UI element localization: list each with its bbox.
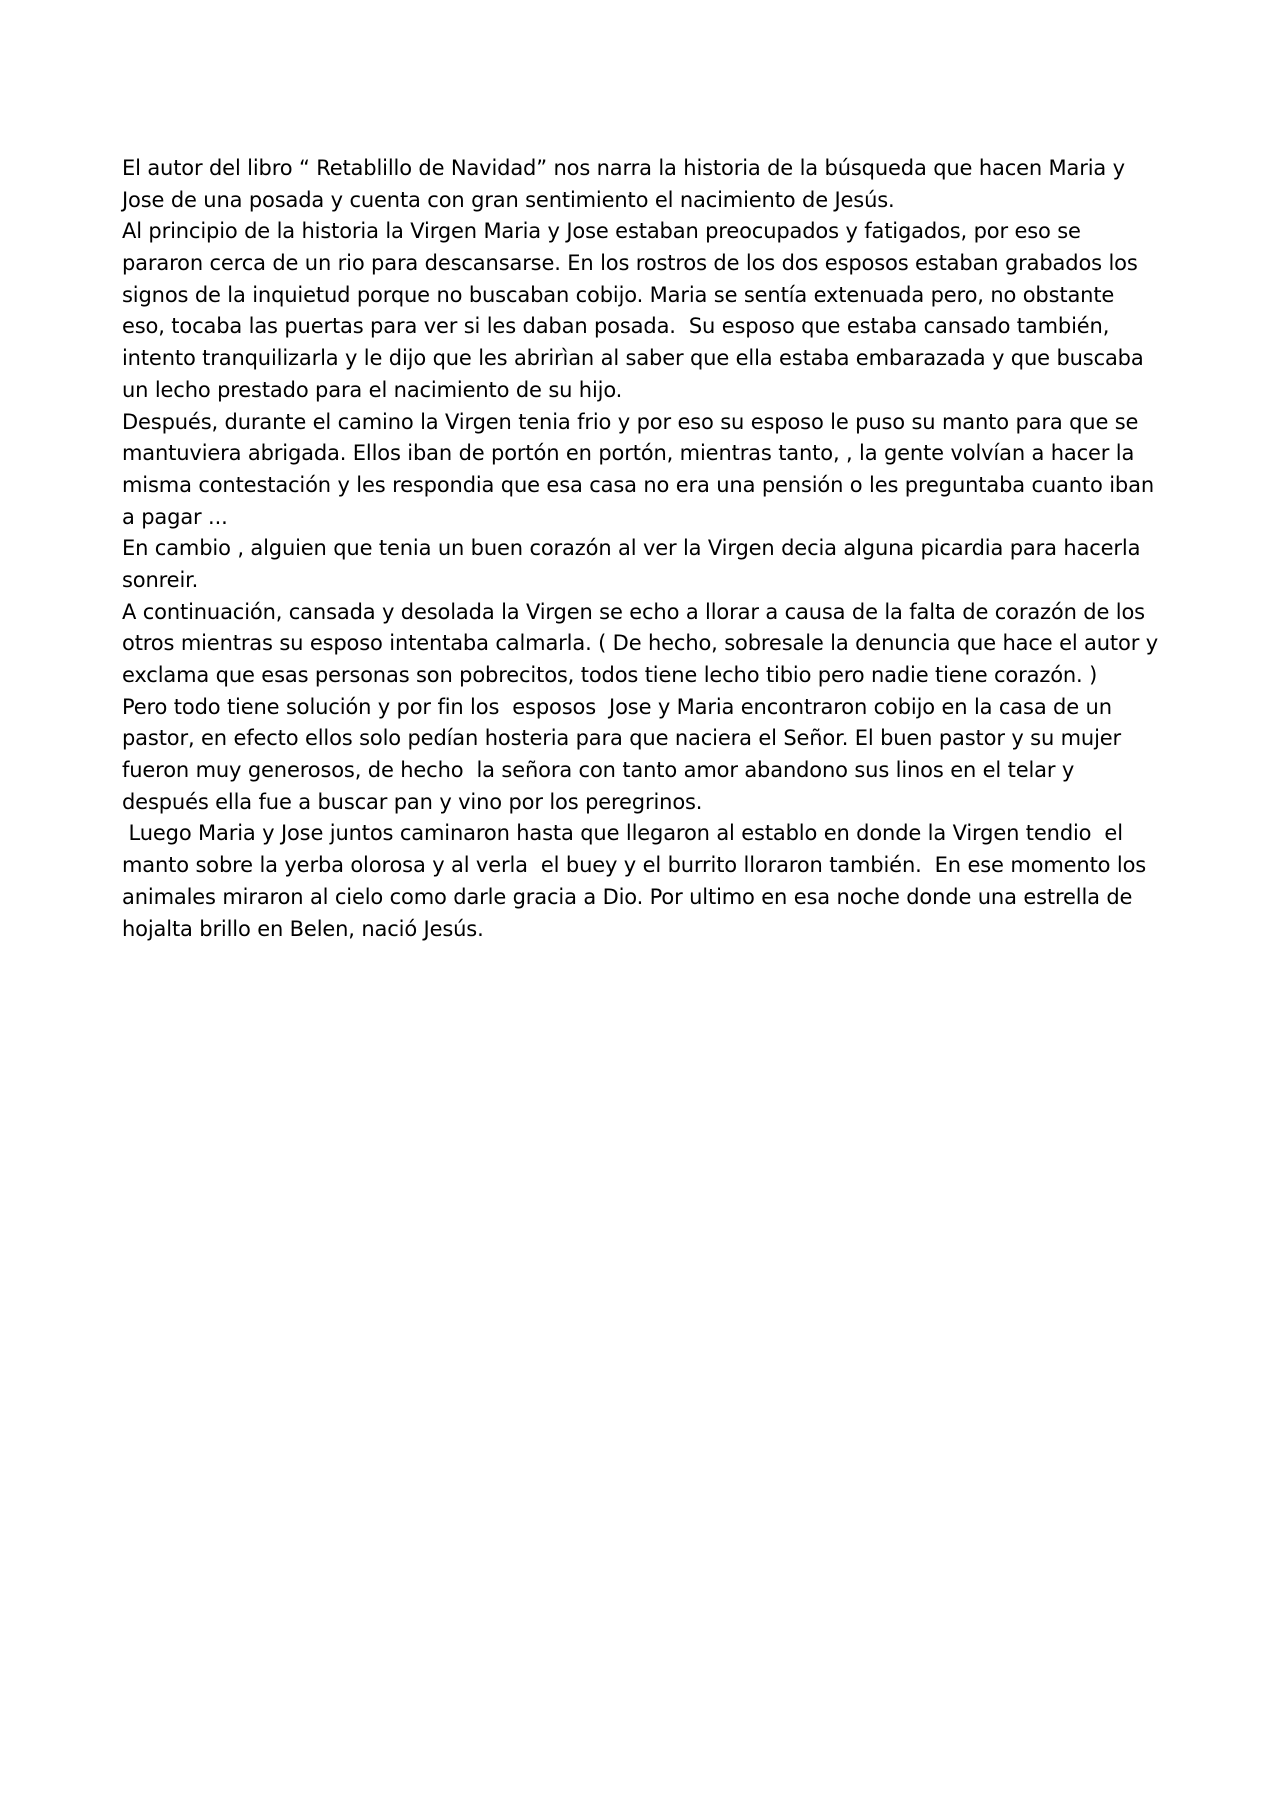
text-line-8: un lecho prestado para el nacimiento de su hijo. xyxy=(122,377,623,402)
text-line-2: Jose de una posada y cuenta con gran sentimiento el nacimiento de Jesús. xyxy=(122,187,895,212)
text-line-22: Luego Maria y Jose juntos caminaron hasta que llegaron al establo en donde la Virgen tendio el xyxy=(122,821,1123,846)
text-line-25: hojalta brillo en Belen, nació Jesús. xyxy=(122,916,484,941)
document-body xyxy=(122,153,1172,945)
text-line-3: Al principio de la historia la Virgen Maria y Jose estaban preocupados y fatigados, por eso se xyxy=(122,219,1081,244)
text-line-1: El autor del libro “ Retablillo de Navidad” nos narra la historia de la búsqueda que hacen Maria y xyxy=(122,156,1125,180)
text-line-24: animales miraron al cielo como darle gracia a Dio. Por ultimo en esa noche donde una estrella de xyxy=(122,884,1133,909)
text-line-7: intento tranquilizarla y le dijo que les abrirìan al saber que ella estaba embarazada y que buscaba xyxy=(122,346,1144,371)
text-line-9: Después, durante el camino la Virgen tenia frio y por eso su esposo le puso su manto para que se xyxy=(122,409,1139,434)
text-line-12: a pagar ... xyxy=(122,504,228,529)
text-line-13: En cambio , alguien que tenia un buen corazón al ver la Virgen decia alguna picardia para hacerla xyxy=(122,536,1141,561)
text-line-15: A continuación, cansada y desolada la Virgen se echo a llorar a causa de la falta de corazón de los xyxy=(122,599,1145,624)
text-line-10: mantuviera abrigada. Ellos iban de portón en portón, mientras tanto, , la gente volvían a hacer la xyxy=(122,441,1135,466)
text-line-19: pastor, en efecto ellos solo pedían hosteria para que naciera el Señor. El buen pastor y su mujer xyxy=(122,726,1122,751)
text-line-23: manto sobre la yerba olorosa y al verla el buey y el burrito lloraron también. En ese momento los xyxy=(122,853,1147,878)
text-line-5: signos de la inquietud porque no buscaban cobijo. Maria se sentía extenuada pero, no obstante xyxy=(122,282,1115,307)
text-line-20: fueron muy generosos, de hecho la señora con tanto amor abandono sus linos en el telar y xyxy=(122,758,1075,783)
text-line-4: pararon cerca de un rio para descansarse. En los rostros de los dos esposos estaban grabados los xyxy=(122,251,1138,276)
text-line-21: después ella fue a buscar pan y vino por los peregrinos. xyxy=(122,789,703,814)
text-line-17: exclama que esas personas son pobrecitos, todos tiene lecho tibio pero nadie tiene corazón. ) xyxy=(122,663,1098,687)
text-line-14: sonreir. xyxy=(122,567,199,592)
text-line-18: Pero todo tiene solución y por fin los esposos Jose y Maria encontraron cobijo en la casa de un xyxy=(122,694,1112,719)
text-line-16: otros mientras su esposo intentaba calmarla. ( De hecho, sobresale la denuncia que hace el autor y xyxy=(122,631,1158,656)
text-line-6: eso, tocaba las puertas para ver si les daban posada. Su esposo que estaba cansado también, xyxy=(122,314,1110,339)
text-line-11: misma contestación y les respondia que esa casa no era una pensión o les preguntaba cuanto iban xyxy=(122,472,1154,497)
